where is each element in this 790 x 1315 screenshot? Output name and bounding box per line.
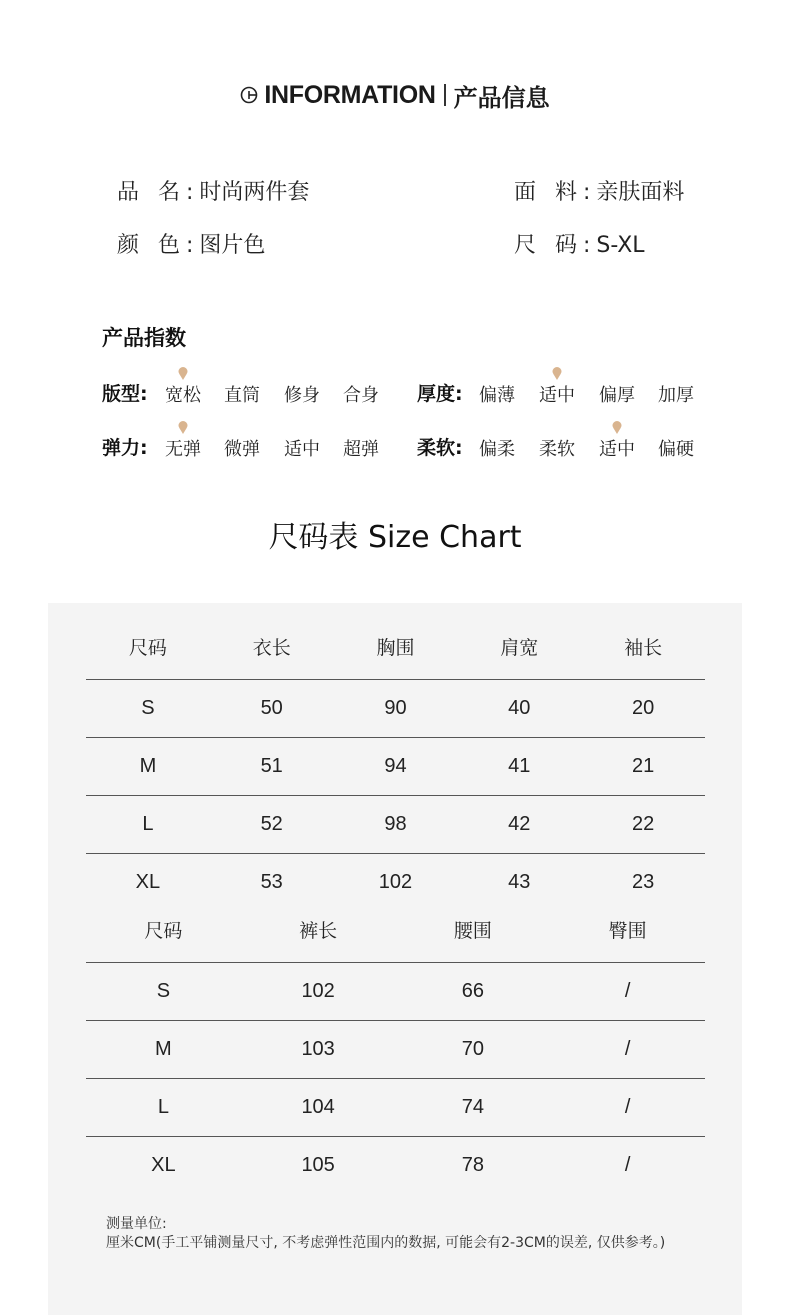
index-label-elasticity: 弹力:	[102, 437, 148, 459]
index-option-fit: 直筒	[224, 385, 260, 406]
selected-marker-icon	[612, 421, 622, 435]
table-cell: 103	[241, 1020, 396, 1078]
selected-marker-icon	[552, 367, 562, 381]
column-header: 胸围	[334, 615, 458, 679]
info-color	[117, 228, 265, 259]
column-header: 衣长	[210, 615, 334, 679]
table-cell: 102	[241, 962, 396, 1020]
column-header: 袖长	[581, 615, 705, 679]
index-label-softness: 柔软:	[417, 437, 463, 459]
selected-marker-icon	[178, 367, 188, 381]
note-title: 测量单位:	[106, 1216, 167, 1232]
table-header-row	[86, 615, 705, 679]
index-option-elasticity: 微弹	[224, 439, 260, 460]
column-header: 裤长	[241, 898, 396, 962]
table-cell: 105	[301, 1153, 335, 1176]
info-fabric	[514, 175, 684, 206]
table-cell: XL	[135, 870, 161, 893]
table-row	[86, 679, 705, 737]
info-color-value: 图片色	[199, 233, 266, 258]
index-option-thickness: 偏厚	[599, 385, 635, 406]
header-divider	[444, 84, 446, 106]
index-option-thickness: 偏薄	[479, 385, 515, 406]
table-cell: 52	[210, 795, 334, 853]
header-title-en: INFORMATION	[264, 80, 436, 109]
column-header: 尺码	[86, 615, 210, 679]
column-header: 腰围	[396, 898, 551, 962]
header-title-cn: 产品信息	[453, 83, 550, 112]
table-row	[86, 1078, 705, 1136]
index-option-elasticity: 超弹	[343, 439, 379, 460]
info-fabric-label: 面 料:	[514, 180, 597, 205]
table-cell: 102	[378, 870, 413, 893]
table-cell: 78	[461, 1153, 484, 1176]
table-cell: /	[550, 962, 705, 1020]
table-cell: 20	[581, 679, 705, 737]
info-name-value: 时尚两件套	[199, 180, 310, 205]
table-cell: 43	[508, 870, 531, 893]
table-cell: /	[550, 1020, 705, 1078]
index-title: 产品指数	[102, 326, 186, 350]
table-cell: L	[86, 1078, 241, 1136]
size-chart-title-en: Size Chart	[367, 520, 522, 555]
index-option-thickness: 适中	[539, 385, 575, 406]
table-cell: L	[86, 795, 210, 853]
table-cell: 53	[260, 870, 283, 893]
table-row	[86, 737, 705, 795]
info-color-label: 颜 色:	[117, 233, 200, 258]
info-fabric-value: 亲肤面料	[596, 180, 685, 205]
index-option-softness: 偏硬	[658, 439, 694, 460]
table-cell: 66	[396, 962, 551, 1020]
table-row	[86, 795, 705, 853]
table-cell: 23	[631, 870, 655, 893]
index-option-softness: 偏柔	[479, 439, 515, 460]
column-header: 肩宽	[457, 615, 581, 679]
index-option-softness: 柔软	[539, 439, 575, 460]
index-option-elasticity: 无弹	[165, 439, 201, 460]
plus-circle-icon	[240, 86, 258, 104]
table-row	[86, 1136, 705, 1194]
info-size-label: 尺 码:	[514, 233, 597, 258]
table-cell: 70	[396, 1020, 551, 1078]
table-cell: 90	[334, 679, 458, 737]
measurement-note	[106, 1215, 665, 1253]
table-cell: M	[86, 1020, 241, 1078]
table-header-row	[86, 898, 705, 962]
index-option-elasticity: 适中	[284, 439, 320, 460]
index-option-fit: 宽松	[165, 385, 201, 406]
index-option-fit: 修身	[284, 385, 320, 406]
selected-marker-icon	[178, 421, 188, 435]
bottom-size-table	[86, 898, 705, 1194]
size-chart-title	[0, 512, 790, 556]
info-name-label: 品 名:	[117, 180, 200, 205]
column-header: 尺码	[86, 898, 241, 962]
table-cell: 40	[457, 679, 581, 737]
table-cell: 94	[334, 737, 458, 795]
table-cell: /	[624, 1153, 631, 1176]
table-row	[86, 962, 705, 1020]
table-cell: 41	[457, 737, 581, 795]
note-text: 厘米CM(手工平铺测量尺寸, 不考虑弹性范围内的数据, 可能会有2-3CM的误差, 仅供参考。)	[106, 1235, 666, 1251]
table-cell: 74	[396, 1078, 551, 1136]
index-label-fit: 版型:	[102, 383, 148, 405]
table-cell: S	[86, 962, 241, 1020]
page-header	[0, 78, 790, 112]
info-size	[514, 228, 645, 259]
table-cell: 22	[581, 795, 705, 853]
table-cell: M	[86, 737, 210, 795]
index-label-thickness: 厚度:	[417, 383, 463, 405]
index-option-fit: 合身	[343, 385, 379, 406]
column-header: 臀围	[550, 898, 705, 962]
info-name	[117, 175, 309, 206]
size-chart-title-cn: 尺码表	[268, 520, 359, 555]
top-size-table	[86, 615, 705, 911]
table-cell: 51	[210, 737, 334, 795]
index-option-thickness: 加厚	[658, 385, 694, 406]
table-row	[86, 1020, 705, 1078]
table-cell: /	[550, 1078, 705, 1136]
table-cell: 50	[210, 679, 334, 737]
info-size-value: S-XL	[596, 233, 645, 258]
index-option-softness: 适中	[599, 439, 635, 460]
table-cell: 98	[334, 795, 458, 853]
table-cell: 21	[581, 737, 705, 795]
table-cell: XL	[151, 1153, 176, 1176]
table-cell: 104	[241, 1078, 396, 1136]
table-cell: 42	[457, 795, 581, 853]
table-cell: S	[86, 679, 210, 737]
